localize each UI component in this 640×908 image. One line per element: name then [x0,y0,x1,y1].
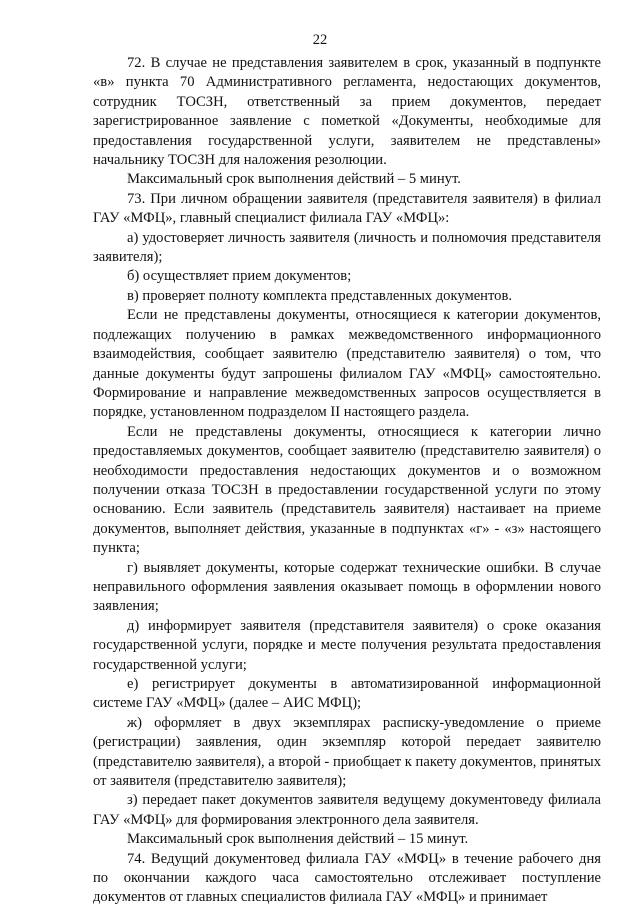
paragraph-73-e: е) регистрирует документы в автоматизированной информационной системе ГАУ «МФЦ» (далее – АИС МФЦ); [93,676,601,712]
document-body [93,54,601,908]
paragraph-72: 72. В случае не представления заявителем в срок, указанный в подпункте «в» пункта 70 Административного регламента, недостающих документов, сотрудник ТОСЗН, ответственный за прием документов, передает зарегистрированное заявление с пометкой «Документы, необходимые для предоставления государственной услуги, заявителем не представлены» начальнику ТОСЗН для наложения резолюции. [93,55,601,169]
paragraph-73: 73. При личном обращении заявителя (представителя заявителя) в филиал ГАУ «МФЦ», главный специалист филиала ГАУ «МФЦ»: [93,190,601,227]
paragraph-73-b: б) осуществляет прием документов; [127,268,352,285]
paragraph-72-max-time: Максимальный срок выполнения действий – 5 минут. [127,171,461,188]
paragraph-73-z: з) передает пакет документов заявителя ведущему документоведу филиала ГАУ «МФЦ» для формирования электронного дела заявителя. [93,792,601,828]
paragraph-73-max-time: Максимальный срок выполнения действий – 15 минут. [127,831,469,848]
paragraph-73-g: г) выявляет документы, которые содержат технические ошибки. В случае неправильного оформления заявления оказывает помощь в оформлении нового заявления; [93,559,601,615]
paragraph-73-personal-docs: Если не представлены документы, относящиеся к категории лично предоставляемых документов, сообщает заявителю (представителю заявителя) о необходимости предоставления недостающих документов и о возможном получении отказа ТОСЗН в предоставлении государственной услуги по этому основанию. Если заявитель (представитель заявителя) настаивает на приеме документов, выполняет действия, указанные в подпунктах «г» - «з» настоящего пункта; [93,423,601,557]
paragraph-73-d: д) информирует заявителя (представителя заявителя) о сроке оказания государственной услуги, порядке и месте получения результата предоставления государственной услуги; [93,617,601,673]
paragraph-73-v: в) проверяет полноту комплекта представленных документов. [127,287,513,304]
paragraph-74: 74. Ведущий документовед филиала ГАУ «МФЦ» в течение рабочего дня по окончании каждого часа самостоятельно отслеживает поступление документов от главных специалистов филиала ГАУ «МФЦ» и принимает [93,850,601,906]
paragraph-73-zh: ж) оформляет в двух экземплярах расписку-уведомление о приеме (регистрации) заявления, один экземпляр которой передает заявителю (представителю заявителя), а второй - приобщает к пакету документов, принятых от заявителя (представителю заявителя); [93,714,601,790]
page-number: 22 [312,32,328,48]
paragraph-73-interagency: Если не представлены документы, относящиеся к категории документов, подлежащих получению в рамках межведомственного информационного взаимодействия, сообщает заявителю (представителю заявителя) о том, что данные документы будут запрошены филиалом ГАУ «МФЦ» самостоятельно. Формирование и направление межведомственных запросов осуществляется в порядке, установленном подразделом II настоящего раздела. [93,307,601,421]
paragraph-73-a: а) удостоверяет личность заявителя (личность и полномочия представителя заявителя); [93,229,601,266]
